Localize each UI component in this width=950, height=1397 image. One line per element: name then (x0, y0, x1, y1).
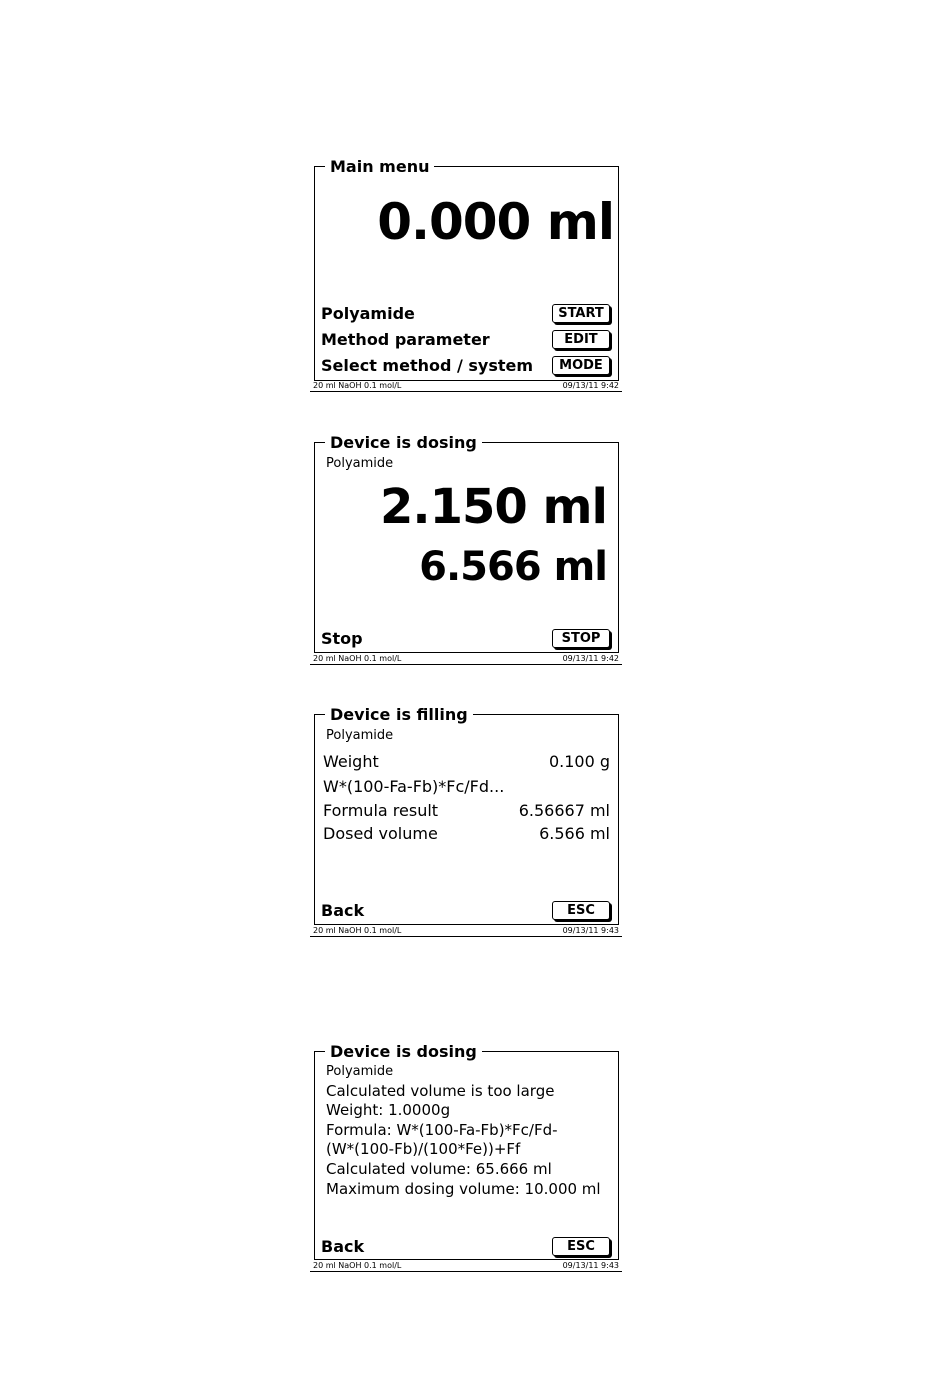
dosed-volume-value: 6.566 ml (539, 824, 610, 843)
select-method-label: Select method / system (321, 355, 534, 375)
weight-info-line: Weight: 1.0000g (326, 1101, 451, 1119)
formula-label: W*(100-Fa-Fb)*Fc/Fd... (323, 777, 505, 796)
method-name: Polyamide (326, 456, 394, 471)
dosing-screen (310, 433, 622, 668)
status-bar (310, 925, 622, 937)
back-label: Back (321, 900, 365, 920)
dosed-volume-line (323, 824, 610, 844)
screen-title: Main menu (325, 157, 434, 177)
formula-info-line-2: (W*(100-Fb)/(100*Fe))+Ff (326, 1140, 521, 1158)
status-bar (310, 380, 622, 392)
row-select-method[interactable] (321, 354, 610, 376)
screen-title: Device is dosing (325, 1042, 482, 1062)
current-volume-display: 2.150 ml (379, 479, 607, 535)
filling-screen (310, 705, 622, 940)
weight-line (323, 752, 610, 772)
method-name: Polyamide (326, 728, 394, 743)
timestamp: 09/13/11 9:42 (562, 654, 619, 663)
start-button[interactable]: START (552, 304, 610, 323)
row-back[interactable] (321, 1235, 610, 1257)
stop-label: Stop (321, 628, 363, 648)
row-method-parameter[interactable] (321, 328, 610, 350)
dosed-volume-display: 0.000 ml (377, 193, 614, 251)
method-name-label: Polyamide (321, 303, 415, 323)
screen-frame (314, 1042, 619, 1260)
timestamp: 09/13/11 9:43 (562, 1261, 619, 1270)
formula-result-label: Formula result (323, 801, 439, 820)
screen-frame (314, 433, 619, 653)
timestamp: 09/13/11 9:42 (562, 381, 619, 390)
screen-title: Device is filling (325, 705, 473, 725)
formula-line (323, 777, 610, 797)
weight-label: Weight (323, 752, 379, 771)
reagent-info: 20 ml NaOH 0.1 mol/L (313, 654, 402, 663)
edit-button[interactable]: EDIT (552, 330, 610, 349)
calculated-volume-line: Calculated volume: 65.666 ml (326, 1160, 552, 1178)
dosed-volume-label: Dosed volume (323, 824, 438, 843)
esc-button[interactable]: ESC (552, 1237, 610, 1256)
max-dosing-volume-line: Maximum dosing volume: 10.000 ml (326, 1180, 601, 1198)
method-parameter-label: Method parameter (321, 329, 490, 349)
reagent-info: 20 ml NaOH 0.1 mol/L (313, 381, 402, 390)
error-message-line: Calculated volume is too large (326, 1082, 555, 1100)
dosing-error-screen (310, 1042, 622, 1275)
main-menu-screen (310, 157, 622, 394)
timestamp: 09/13/11 9:43 (562, 926, 619, 935)
status-bar (310, 1260, 622, 1272)
reagent-info: 20 ml NaOH 0.1 mol/L (313, 1261, 402, 1270)
target-volume-display: 6.566 ml (419, 544, 607, 590)
row-polyamide[interactable] (321, 302, 610, 324)
stop-button[interactable]: STOP (552, 629, 610, 648)
formula-result-value: 6.56667 ml (518, 801, 610, 820)
formula-result-line (323, 801, 610, 821)
row-back[interactable] (321, 899, 610, 921)
reagent-info: 20 ml NaOH 0.1 mol/L (313, 926, 402, 935)
back-label: Back (321, 1236, 365, 1256)
weight-value: 0.100 g (548, 752, 610, 771)
esc-button[interactable]: ESC (552, 901, 610, 920)
screen-frame (314, 705, 619, 925)
screen-title: Device is dosing (325, 433, 482, 453)
formula-info-line: Formula: W*(100-Fa-Fb)*Fc/Fd- (326, 1121, 558, 1139)
status-bar (310, 653, 622, 665)
screen-frame (314, 157, 619, 381)
method-name: Polyamide (326, 1064, 394, 1079)
row-stop[interactable] (321, 627, 610, 649)
mode-button[interactable]: MODE (552, 356, 610, 375)
